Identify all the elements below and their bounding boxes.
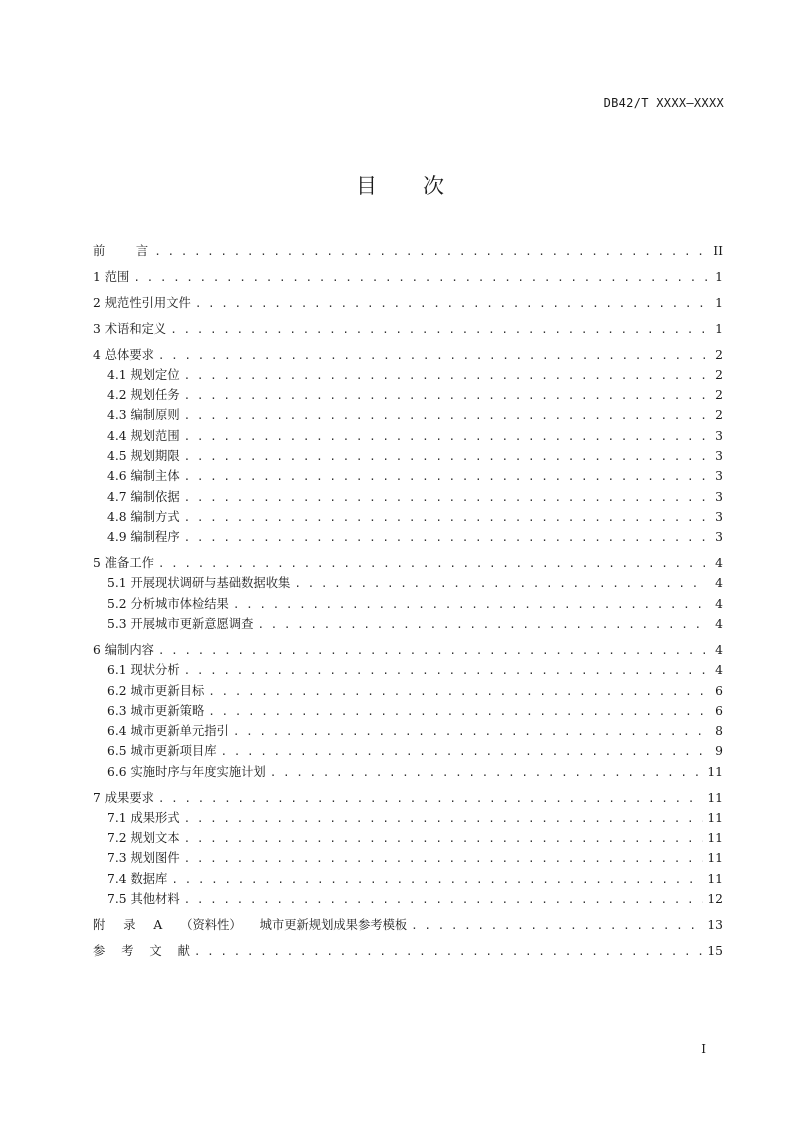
toc-leader	[184, 427, 707, 447]
toc-entry-page: 11	[707, 851, 723, 866]
toc-subentry[interactable]	[93, 507, 723, 527]
toc-entry-label: 4.1 规划定位	[107, 367, 180, 382]
toc-subentry[interactable]	[93, 426, 723, 446]
toc-subentry[interactable]	[93, 808, 723, 828]
toc-entry-label: 4 总体要求	[93, 347, 154, 362]
toc-subentry[interactable]	[93, 527, 723, 547]
toc-entry-page: 2	[715, 408, 723, 423]
toc-entry-page: 3	[715, 469, 723, 484]
toc-entry-page: 3	[715, 530, 723, 545]
toc-entry-page: 3	[715, 428, 723, 443]
toc-entry[interactable]	[93, 241, 723, 261]
toc-entry-page: 8	[715, 724, 723, 739]
toc-entry-label: 5.3 开展城市更新意愿调查	[107, 617, 254, 632]
toc-entry[interactable]	[93, 553, 723, 573]
toc-leader	[221, 742, 707, 762]
toc-entry-page: 1	[715, 321, 723, 336]
toc-entry-label: 7.2 规划文本	[107, 831, 180, 846]
toc-entry-label: 附 录 A （资料性） 城市更新规划成果参考模板	[93, 917, 408, 932]
toc-subentry[interactable]	[93, 828, 723, 848]
toc-entry-label: 4.8 编制方式	[107, 509, 180, 524]
toc-entry-label: 7.4 数据库	[107, 871, 168, 886]
toc-entry-label: 4.3 编制原则	[107, 408, 180, 423]
toc-entry[interactable]	[93, 293, 723, 313]
toc-leader	[184, 386, 707, 406]
toc-leader	[158, 789, 703, 809]
toc-entry[interactable]	[93, 788, 723, 808]
toc-entry[interactable]	[93, 640, 723, 660]
toc-entry-page: 15	[707, 943, 723, 958]
toc-leader	[294, 574, 707, 594]
table-of-contents	[93, 241, 723, 961]
toc-entry-label: 4.7 编制依据	[107, 489, 180, 504]
toc-entry-page: 11	[707, 871, 723, 886]
toc-subentry[interactable]	[93, 741, 723, 761]
toc-subentry[interactable]	[93, 762, 723, 782]
toc-subentry[interactable]	[93, 487, 723, 507]
toc-leader	[154, 242, 707, 262]
toc-leader	[184, 467, 707, 487]
toc-subentry[interactable]	[93, 721, 723, 741]
toc-entry-page: 1	[715, 269, 723, 284]
toc-subentry[interactable]	[93, 365, 723, 385]
toc-leader	[184, 809, 704, 829]
toc-entry-page: 3	[715, 509, 723, 524]
toc-subentry[interactable]	[93, 681, 723, 701]
toc-subentry[interactable]	[93, 614, 723, 634]
toc-leader	[158, 346, 707, 366]
toc-entry-page: 4	[715, 642, 723, 657]
toc-entry-page: 11	[707, 810, 723, 825]
toc-entry-label: 7.1 成果形式	[107, 810, 180, 825]
toc-leader	[184, 447, 707, 467]
toc-leader	[184, 829, 704, 849]
toc-leader	[233, 595, 707, 615]
toc-entry-label: 1 范围	[93, 269, 130, 284]
toc-entry-page: 12	[707, 892, 723, 907]
toc-leader	[411, 916, 703, 936]
toc-title: 目次	[356, 174, 490, 198]
toc-leader	[184, 849, 704, 869]
toc-entry-page: 4	[715, 663, 723, 678]
toc-entry[interactable]	[93, 267, 723, 287]
toc-leader	[270, 763, 704, 783]
toc-entry-page: 11	[707, 764, 723, 779]
toc-entry-page: 4	[715, 576, 723, 591]
toc-subentry[interactable]	[93, 405, 723, 425]
toc-entry-page: 4	[715, 596, 723, 611]
toc-entry-references[interactable]	[93, 941, 723, 961]
toc-leader	[184, 366, 707, 386]
toc-entry-label: 6.3 城市更新策略	[107, 703, 205, 718]
toc-subentry[interactable]	[93, 446, 723, 466]
document-code: DB42/T XXXX—XXXX	[603, 96, 724, 110]
toc-leader	[194, 942, 703, 962]
toc-entry-label: 7 成果要求	[93, 790, 154, 805]
toc-subentry[interactable]	[93, 889, 723, 909]
toc-leader	[208, 682, 707, 702]
toc-subentry[interactable]	[93, 573, 723, 593]
toc-leader	[171, 870, 703, 890]
toc-entry-label: 6.4 城市更新单元指引	[107, 724, 229, 739]
toc-entry-page: 1	[715, 295, 723, 310]
toc-entry[interactable]	[93, 319, 723, 339]
toc-entry-label: 6.5 城市更新项目库	[107, 744, 217, 759]
toc-entry-page: 3	[715, 449, 723, 464]
toc-leader	[170, 320, 707, 340]
toc-entry-label: 2 规范性引用文件	[93, 295, 191, 310]
toc-entry-page: 6	[715, 683, 723, 698]
toc-leader	[184, 890, 704, 910]
toc-subentry[interactable]	[93, 594, 723, 614]
toc-entry-page: 9	[715, 744, 723, 759]
toc-leader	[208, 702, 707, 722]
toc-entry-page: 13	[707, 917, 723, 932]
toc-entry-label: 6 编制内容	[93, 642, 154, 657]
toc-leader	[257, 615, 707, 635]
toc-leader	[133, 268, 707, 288]
page-number: I	[701, 1042, 706, 1056]
toc-entry-page: 3	[715, 489, 723, 504]
toc-entry-label: 4.5 规划期限	[107, 449, 180, 464]
toc-entry-label: 4.9 编制程序	[107, 530, 180, 545]
toc-entry-label: 7.3 规划图件	[107, 851, 180, 866]
toc-subentry[interactable]	[93, 466, 723, 486]
toc-entry-label: 参 考 文 献	[93, 943, 190, 958]
toc-entry-label: 4.6 编制主体	[107, 469, 180, 484]
toc-entry-page: 11	[707, 790, 723, 805]
toc-entry-label: 4.2 规划任务	[107, 388, 180, 403]
toc-entry-page: 4	[715, 617, 723, 632]
toc-leader	[233, 722, 707, 742]
toc-entry-label: 6.2 城市更新目标	[107, 683, 205, 698]
toc-entry-label: 5.2 分析城市体检结果	[107, 596, 229, 611]
toc-entry[interactable]	[93, 345, 723, 365]
toc-entry-page: II	[713, 244, 723, 258]
toc-entry-label: 前 言	[93, 244, 151, 258]
toc-leader	[184, 528, 707, 548]
toc-entry-page: 4	[715, 556, 723, 571]
toc-subentry[interactable]	[93, 660, 723, 680]
toc-entry-label: 4.4 规划范围	[107, 428, 180, 443]
toc-leader	[184, 508, 707, 528]
toc-leader	[184, 488, 707, 508]
toc-entry-page: 2	[715, 388, 723, 403]
toc-entry-label: 7.5 其他材料	[107, 892, 180, 907]
toc-subentry[interactable]	[93, 385, 723, 405]
toc-entry-appendix[interactable]	[93, 915, 723, 935]
toc-subentry[interactable]	[93, 869, 723, 889]
toc-entry-label: 3 术语和定义	[93, 321, 167, 336]
toc-subentry[interactable]	[93, 701, 723, 721]
toc-entry-label: 5.1 开展现状调研与基础数据收集	[107, 576, 291, 591]
toc-leader	[158, 641, 707, 661]
toc-entry-page: 2	[715, 367, 723, 382]
toc-entry-label: 5 准备工作	[93, 556, 154, 571]
toc-leader	[184, 661, 707, 681]
toc-entry-label: 6.6 实施时序与年度实施计划	[107, 764, 266, 779]
toc-leader	[195, 294, 707, 314]
toc-leader	[184, 406, 707, 426]
toc-leader	[158, 554, 707, 574]
toc-entry-page: 6	[715, 703, 723, 718]
toc-entry-page: 2	[715, 347, 723, 362]
toc-entry-label: 6.1 现状分析	[107, 663, 180, 678]
toc-entry-page: 11	[707, 831, 723, 846]
toc-subentry[interactable]	[93, 848, 723, 868]
